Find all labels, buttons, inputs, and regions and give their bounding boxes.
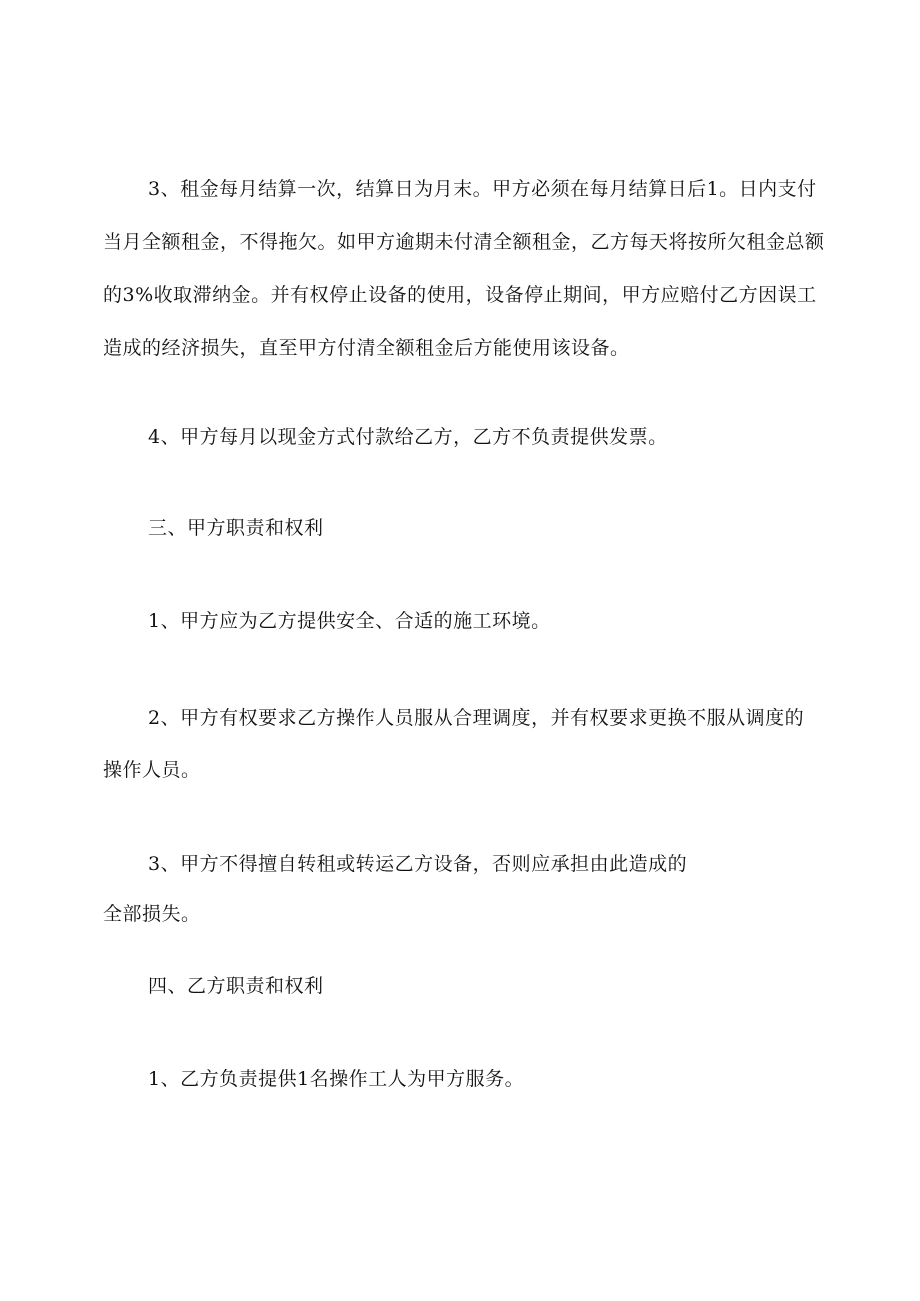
paragraph-line: 的3%收取滞纳金。并有权停止设备的使用，设备停止期间，甲方应赔付乙方因误工 bbox=[103, 284, 817, 306]
paragraph-line: 1、乙方负责提供1名操作工人为甲方服务。 bbox=[148, 1068, 525, 1090]
paragraph-line: 操作人员。 bbox=[103, 759, 201, 781]
paragraph-line: 4、甲方每月以现金方式付款给乙方，乙方不负责提供发票。 bbox=[148, 426, 668, 448]
paragraph-line: 3、租金每月结算一次，结算日为月末。甲方必须在每月结算日后1。日内支付 bbox=[148, 178, 817, 200]
section-heading-party-b: 四、乙方职责和权利 bbox=[148, 975, 324, 997]
paragraph-line: 造成的经济损失，直至甲方付清全额租金后方能使用该设备。 bbox=[103, 337, 630, 359]
paragraph-line: 2、甲方有权要求乙方操作人员服从合理调度，并有权要求更换不服从调度的 bbox=[148, 707, 805, 729]
paragraph-line: 3、甲方不得擅自转租或转运乙方设备，否则应承担由此造成的 bbox=[148, 853, 688, 875]
section-heading-party-a: 三、甲方职责和权利 bbox=[148, 517, 324, 539]
paragraph-line: 全部损失。 bbox=[103, 903, 201, 925]
paragraph-line: 1、甲方应为乙方提供安全、合适的施工环境。 bbox=[148, 610, 551, 632]
paragraph-line: 当月全额租金，不得拖欠。如甲方逾期未付清全额租金，乙方每天将按所欠租金总额 bbox=[103, 231, 825, 253]
